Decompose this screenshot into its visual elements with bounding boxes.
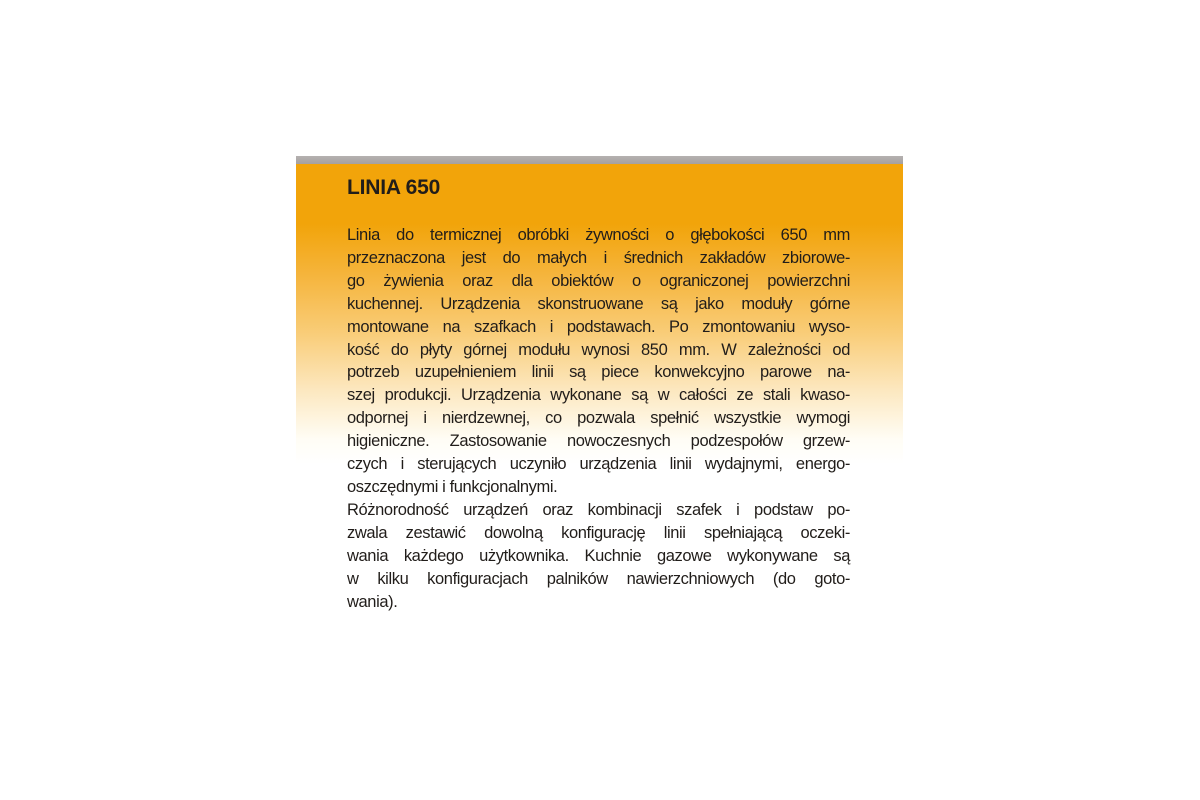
description-line: kość do płyty górnej modułu wynosi 850 mm. W zależności od bbox=[347, 340, 850, 359]
description-line: przeznaczona jest do małych i średnich zakładów zbiorowe- bbox=[347, 248, 850, 267]
section-title: LINIA 650 bbox=[347, 176, 441, 199]
panel-top-rule bbox=[296, 156, 903, 164]
description-line: czych i sterujących uczyniło urządzenia linii wydajnymi, energo- bbox=[347, 455, 850, 474]
description-line: odpornej i nierdzewnej, co pozwala spełnić wszystkie wymogi bbox=[347, 409, 850, 428]
description-line: oszczędnymi i funkcjonalnymi. bbox=[347, 477, 558, 496]
description-line: wania). bbox=[347, 592, 398, 611]
description-line: szej produkcji. Urządzenia wykonane są w całości ze stali kwaso- bbox=[347, 386, 850, 405]
description-line: kuchennej. Urządzenia skonstruowane są jako moduły górne bbox=[347, 294, 850, 313]
description-line: higieniczne. Zastosowanie nowoczesnych podzespołów grzew- bbox=[347, 432, 850, 451]
description-text bbox=[347, 224, 850, 613]
description-line: potrzeb uzupełnieniem linii są piece konwekcyjno parowe na- bbox=[347, 363, 850, 382]
description-line: zwala zestawić dowolną konfigurację linii spełniającą oczeki- bbox=[347, 523, 850, 542]
description-line: w kilku konfiguracjach palników nawierzchniowych (do goto- bbox=[347, 569, 850, 588]
description-line: Różnorodność urządzeń oraz kombinacji szafek i podstaw po- bbox=[347, 500, 850, 519]
description-line: wania każdego użytkownika. Kuchnie gazowe wykonywane są bbox=[347, 546, 850, 565]
description-line: montowane na szafkach i podstawach. Po zmontowaniu wyso- bbox=[347, 317, 850, 336]
description-line: Linia do termicznej obróbki żywności o głębokości 650 mm bbox=[347, 226, 850, 244]
description-line: go żywienia oraz dla obiektów o ograniczonej powierzchni bbox=[347, 271, 850, 290]
product-description-panel bbox=[296, 156, 903, 660]
